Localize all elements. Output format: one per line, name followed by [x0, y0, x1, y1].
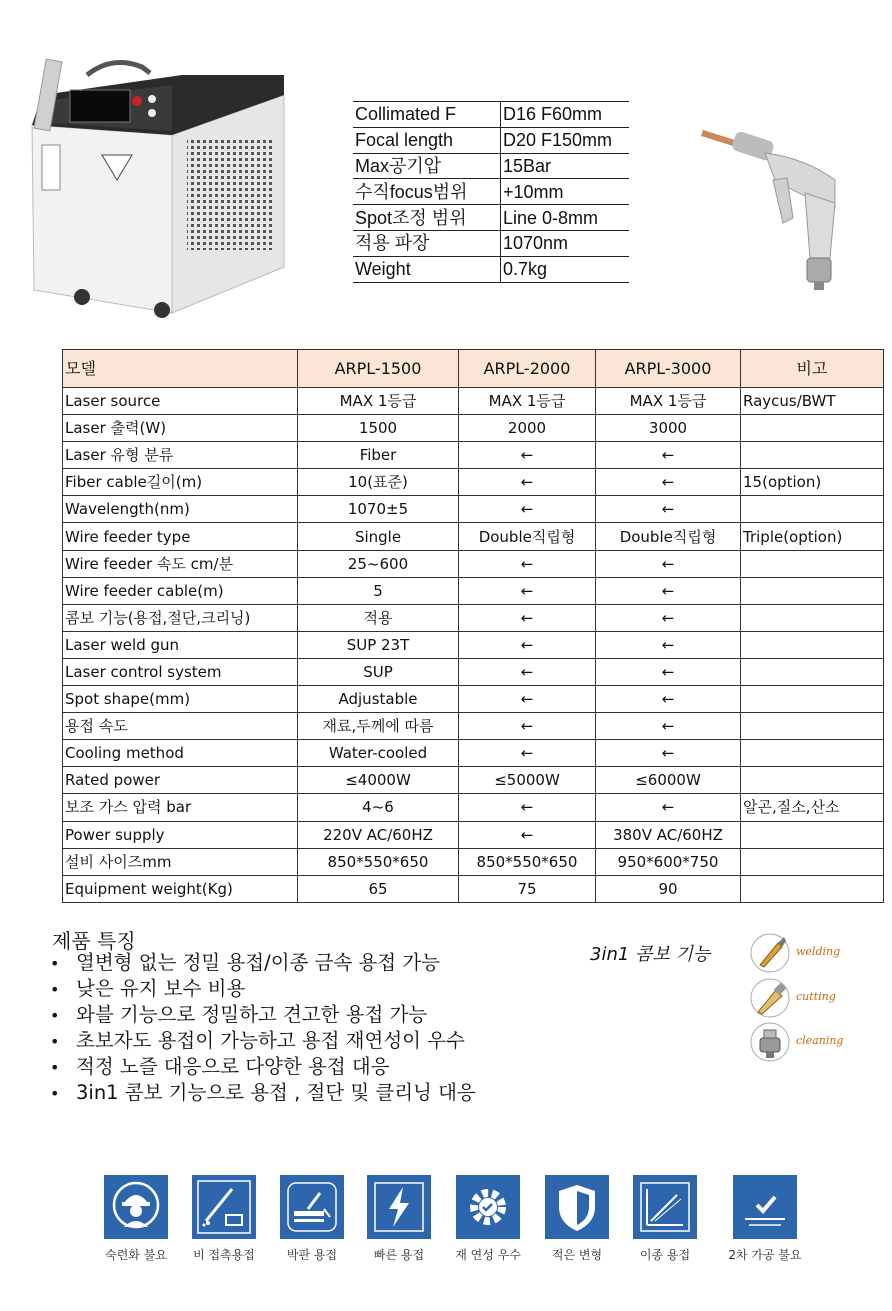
table-cell: Water-cooled — [298, 740, 459, 767]
spec-row — [353, 179, 629, 205]
spec-key: Weight — [353, 256, 501, 282]
bullet-icon: • — [50, 980, 60, 999]
table-cell: ← — [459, 631, 596, 658]
table-cell — [741, 631, 884, 658]
table-cell: ← — [459, 713, 596, 740]
table-cell: Wire feeder 속도 cm/분 — [63, 550, 298, 577]
table-cell: ← — [459, 740, 596, 767]
features-list — [50, 950, 476, 1106]
feature-text: 초보자도 용접이 가능하고 용접 재연성이 우수 — [76, 1029, 465, 1052]
gun-spec-table — [353, 101, 629, 283]
table-cell: 220V AC/60HZ — [298, 821, 459, 848]
check-plate-icon — [733, 1175, 797, 1239]
cleaning-nozzle-icon — [748, 1022, 792, 1062]
table-cell: SUP 23T — [298, 631, 459, 658]
table-cell: ← — [596, 577, 741, 604]
feature-text: 열변형 없는 정밀 용접/이종 금속 용접 가능 — [76, 951, 440, 974]
table-cell: 380V AC/60HZ — [596, 821, 741, 848]
table-cell: Fiber cable길이(m) — [63, 469, 298, 496]
spec-row — [353, 230, 629, 256]
table-cell: ≤6000W — [596, 767, 741, 794]
table-cell: 적용 — [298, 604, 459, 631]
table-cell: 75 — [459, 875, 596, 902]
table-cell — [741, 658, 884, 685]
table-row — [63, 523, 884, 550]
table-row — [63, 496, 884, 523]
table-cell — [741, 713, 884, 740]
table-row — [63, 577, 884, 604]
table-cell: ← — [596, 469, 741, 496]
badge-label: 박판 용접 — [286, 1248, 338, 1262]
feature-text: 낮은 유지 보수 비용 — [76, 977, 246, 1000]
feature-text: 적정 노즐 대응으로 다양한 용접 대응 — [76, 1055, 390, 1078]
combo-mode-welding — [748, 933, 878, 973]
table-cell: ← — [596, 686, 741, 713]
table-header-cell: ARPL-1500 — [298, 350, 459, 388]
thin-plate-icon — [280, 1175, 344, 1239]
table-header-cell: ARPL-2000 — [459, 350, 596, 388]
table-cell: ← — [596, 794, 741, 821]
table-row — [63, 442, 884, 469]
spec-key: 수직focus범위 — [353, 179, 501, 205]
combo-title: 3in1 콤보 기능 — [590, 944, 711, 965]
feature-item — [50, 950, 476, 976]
combo-mode-label: cutting — [796, 990, 836, 1003]
table-cell: 25~600 — [298, 550, 459, 577]
worker-helmet-icon — [104, 1175, 168, 1239]
combo-mode-cutting — [748, 978, 878, 1018]
gear-icon — [456, 1175, 520, 1239]
table-cell: Double직립형 — [596, 523, 741, 550]
table-header-row — [63, 350, 884, 388]
welding-torch-icon — [192, 1175, 256, 1239]
spec-value: 0.7kg — [501, 256, 630, 282]
table-cell: 3000 — [596, 415, 741, 442]
table-row — [63, 631, 884, 658]
table-cell: Spot shape(mm) — [63, 686, 298, 713]
table-row — [63, 658, 884, 685]
table-cell: SUP — [298, 658, 459, 685]
table-cell: Fiber — [298, 442, 459, 469]
table-cell: ← — [459, 550, 596, 577]
features-title: 제품 특징 — [52, 929, 136, 953]
table-cell: ← — [459, 821, 596, 848]
table-cell: ← — [459, 442, 596, 469]
table-cell: Wire feeder cable(m) — [63, 577, 298, 604]
table-cell: ← — [596, 550, 741, 577]
table-cell: ← — [596, 631, 741, 658]
bullet-icon: • — [50, 1032, 60, 1051]
badge-label: 재 연성 우수 — [455, 1248, 521, 1262]
spec-key: Max공기압 — [353, 153, 501, 179]
table-row — [63, 604, 884, 631]
table-row — [63, 875, 884, 902]
table-cell — [741, 577, 884, 604]
table-cell: Wire feeder type — [63, 523, 298, 550]
badge-label: 이종 용접 — [639, 1248, 691, 1262]
table-cell: Triple(option) — [741, 523, 884, 550]
table-cell: MAX 1등급 — [298, 388, 459, 415]
table-cell: Wavelength(nm) — [63, 496, 298, 523]
table-cell: 15(option) — [741, 469, 884, 496]
lightning-icon — [367, 1175, 431, 1239]
table-cell: ← — [596, 740, 741, 767]
table-cell: ← — [459, 686, 596, 713]
table-row — [63, 767, 884, 794]
table-header-cell: 모델 — [63, 350, 298, 388]
table-row — [63, 415, 884, 442]
table-cell — [741, 496, 884, 523]
spec-key: Collimated F — [353, 102, 501, 128]
table-cell: 850*550*650 — [459, 848, 596, 875]
table-row — [63, 848, 884, 875]
table-cell: 콤보 기능(용접,절단,크리닝) — [63, 604, 298, 631]
table-cell: ← — [459, 794, 596, 821]
table-cell: Raycus/BWT — [741, 388, 884, 415]
table-row — [63, 469, 884, 496]
table-cell: MAX 1등급 — [459, 388, 596, 415]
table-cell — [741, 848, 884, 875]
table-cell: Equipment weight(Kg) — [63, 875, 298, 902]
table-cell — [741, 550, 884, 577]
shield-icon — [545, 1175, 609, 1239]
table-cell: 용접 속도 — [63, 713, 298, 740]
table-cell — [741, 415, 884, 442]
table-cell: 10(표준) — [298, 469, 459, 496]
bullet-icon: • — [50, 1058, 60, 1077]
table-cell: ← — [596, 496, 741, 523]
spec-row — [353, 127, 629, 153]
badge-label: 적은 변형 — [551, 1248, 603, 1262]
table-header-cell: 비고 — [741, 350, 884, 388]
spec-row — [353, 205, 629, 231]
table-cell: ← — [459, 658, 596, 685]
table-cell: Adjustable — [298, 686, 459, 713]
table-cell: ← — [459, 577, 596, 604]
table-cell — [741, 875, 884, 902]
table-cell: Power supply — [63, 821, 298, 848]
spec-key: Spot조정 범위 — [353, 205, 501, 231]
table-cell: ← — [596, 604, 741, 631]
spec-value: 1070nm — [501, 230, 630, 256]
spec-row — [353, 102, 629, 128]
combo-mode-label: welding — [796, 945, 841, 958]
spec-value: 15Bar — [501, 153, 630, 179]
cutting-nozzle-icon — [748, 978, 792, 1018]
table-cell: 850*550*650 — [298, 848, 459, 875]
spec-value: D16 F60mm — [501, 102, 630, 128]
table-cell — [741, 442, 884, 469]
table-cell: Laser weld gun — [63, 631, 298, 658]
combo-mode-cleaning — [748, 1022, 878, 1062]
feature-item — [50, 1002, 476, 1028]
table-cell: ← — [596, 442, 741, 469]
feature-text: 와블 기능으로 정밀하고 견고한 용접 가능 — [76, 1003, 428, 1026]
table-row — [63, 550, 884, 577]
table-cell: Laser control system — [63, 658, 298, 685]
badge-label: 비 접촉용접 — [193, 1248, 255, 1262]
laser-welding-machine-image — [22, 55, 292, 320]
table-cell — [741, 821, 884, 848]
table-cell — [741, 604, 884, 631]
table-row — [63, 686, 884, 713]
badge-label: 2차 가공 불요 — [728, 1248, 802, 1262]
spec-key: Focal length — [353, 127, 501, 153]
table-cell: 설비 사이즈mm — [63, 848, 298, 875]
table-cell: MAX 1등급 — [596, 388, 741, 415]
feature-item — [50, 976, 476, 1002]
spec-value: Line 0-8mm — [501, 205, 630, 231]
bullet-icon: • — [50, 1006, 60, 1025]
table-cell: Double직립형 — [459, 523, 596, 550]
table-cell: Laser source — [63, 388, 298, 415]
spec-row — [353, 153, 629, 179]
table-cell: 950*600*750 — [596, 848, 741, 875]
bullet-icon: • — [50, 954, 60, 973]
spec-row — [353, 256, 629, 282]
welding-nozzle-icon — [748, 933, 792, 973]
table-row — [63, 794, 884, 821]
feature-text: 3in1 콤보 기능으로 용접 , 절단 및 클리닝 대응 — [76, 1081, 476, 1104]
table-header-cell: ARPL-3000 — [596, 350, 741, 388]
table-cell: Single — [298, 523, 459, 550]
table-cell: 알곤,질소,산소 — [741, 794, 884, 821]
table-row — [63, 821, 884, 848]
table-cell: 4~6 — [298, 794, 459, 821]
table-cell: 재료,두께에 따름 — [298, 713, 459, 740]
table-cell: 5 — [298, 577, 459, 604]
table-row — [63, 740, 884, 767]
laser-weld-gun-image — [695, 118, 845, 293]
table-row — [63, 713, 884, 740]
table-cell: Laser 유형 분류 — [63, 442, 298, 469]
model-comparison-table — [62, 349, 884, 903]
table-cell: ← — [596, 713, 741, 740]
table-cell: ← — [459, 604, 596, 631]
table-cell: ≤5000W — [459, 767, 596, 794]
badge-label: 빠른 용접 — [373, 1248, 425, 1262]
spec-value: +10mm — [501, 179, 630, 205]
table-cell: 1500 — [298, 415, 459, 442]
table-cell: Laser 출력(W) — [63, 415, 298, 442]
table-cell: Cooling method — [63, 740, 298, 767]
table-cell: ← — [596, 658, 741, 685]
table-cell: ← — [459, 469, 596, 496]
badge-label: 숙련화 불요 — [105, 1248, 167, 1262]
table-cell: 2000 — [459, 415, 596, 442]
table-cell: ← — [459, 496, 596, 523]
table-cell: 90 — [596, 875, 741, 902]
combo-mode-label: cleaning — [796, 1034, 844, 1047]
table-cell: 보조 가스 압력 bar — [63, 794, 298, 821]
dissimilar-weld-icon — [633, 1175, 697, 1239]
bullet-icon: • — [50, 1084, 60, 1103]
spec-key: 적용 파장 — [353, 230, 501, 256]
feature-item — [50, 1054, 476, 1080]
table-cell: 1070±5 — [298, 496, 459, 523]
table-cell — [741, 767, 884, 794]
table-cell — [741, 740, 884, 767]
table-cell: ≤4000W — [298, 767, 459, 794]
table-cell: 65 — [298, 875, 459, 902]
table-row — [63, 388, 884, 415]
spec-value: D20 F150mm — [501, 127, 630, 153]
feature-item — [50, 1028, 476, 1054]
table-cell: Rated power — [63, 767, 298, 794]
feature-item — [50, 1080, 476, 1106]
table-cell — [741, 686, 884, 713]
